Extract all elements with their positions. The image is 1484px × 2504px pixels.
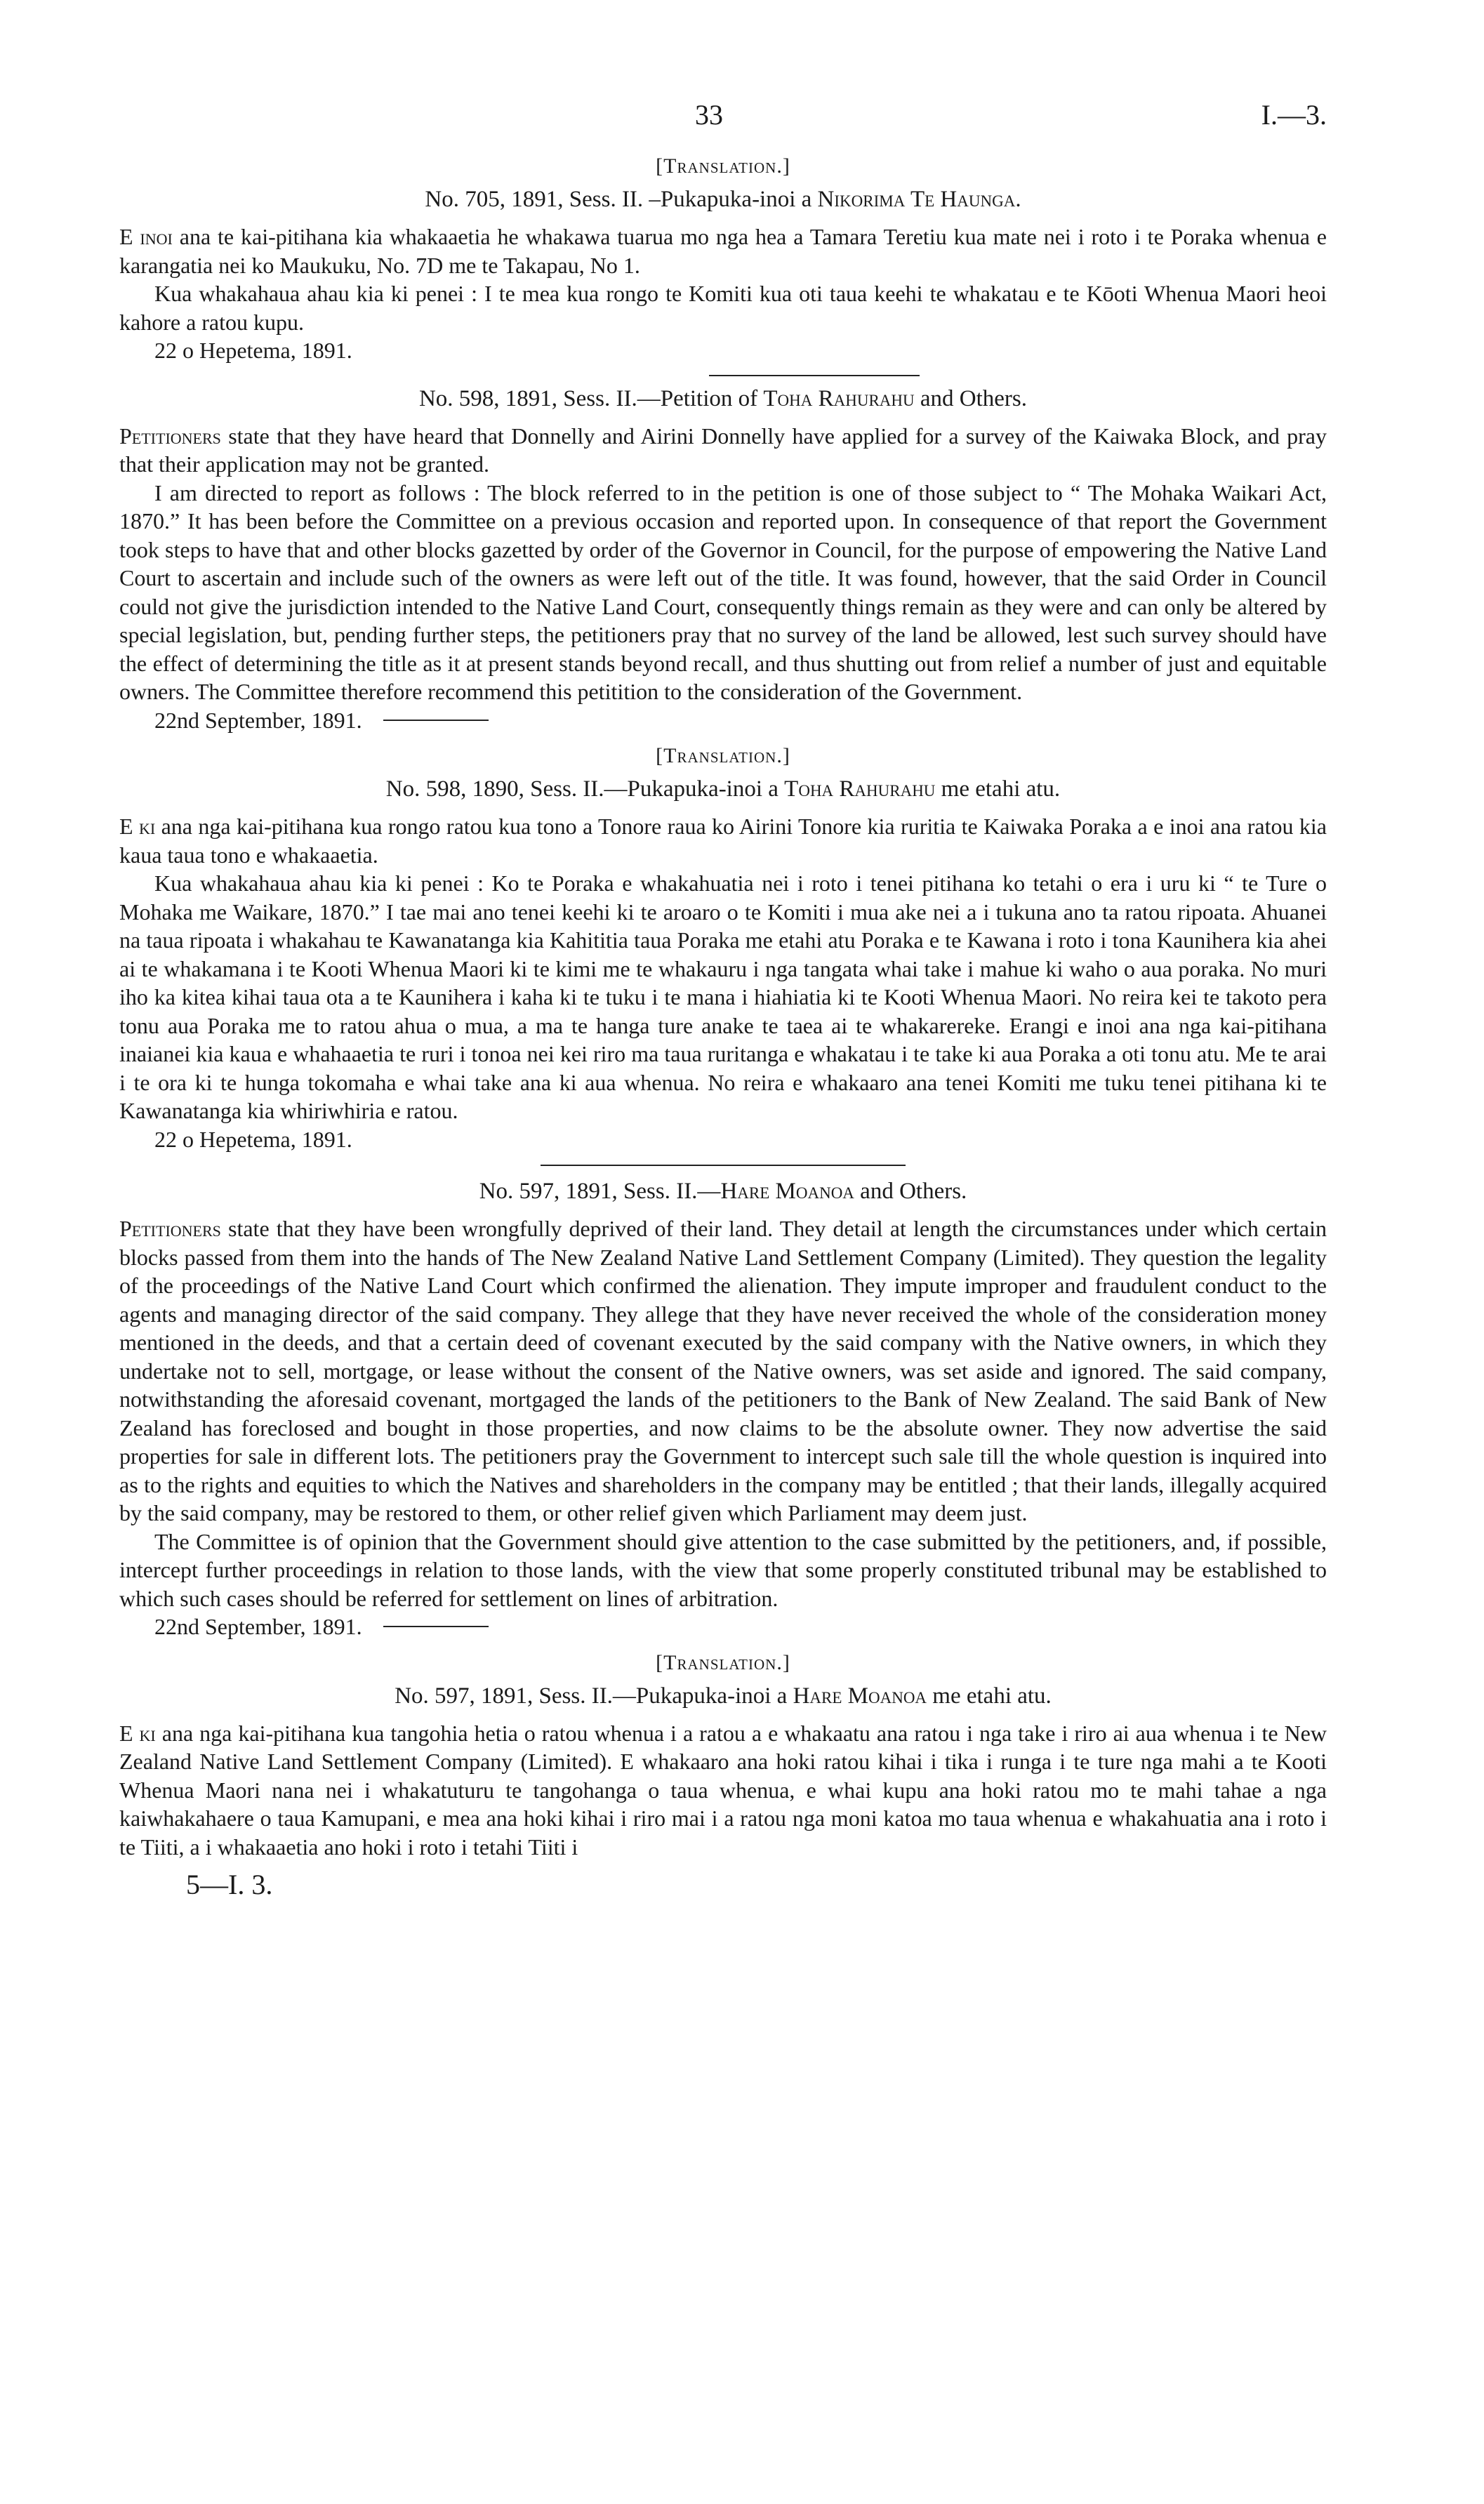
heading-text: No. 705, 1891, Sess. II. –Pukapuka-inoi a [425,187,818,212]
section-heading [119,386,1327,412]
heading-suffix: me etahi atu. [927,1683,1052,1709]
petitioner-name: Nikorima Te Haunga [817,187,1016,212]
page-reference: I.—3. [1261,99,1327,131]
body-paragraph: Kua whakahaua ahau kia ki penei : I te mea kua rongo te Komiti kua oti taua keehi te whakatau e te Kōoti Whenua Maori heoi kahore a ratou kupu. [119,281,1327,335]
heading-suffix: and Others. [854,1179,967,1204]
section-597-petition [119,1179,1327,1641]
petitioner-name: Hare Moanoa [720,1179,854,1204]
body-paragraph [119,1214,1327,1528]
section-heading [119,1683,1327,1709]
heading-text: No. 598, 1891, Sess. II.—Petition of [418,385,764,411]
page-header [119,98,1327,154]
section-date-row [119,706,1327,735]
section-date: 22 o Hepetema, 1891. [154,1126,352,1152]
section-date: 22nd September, 1891. [154,707,362,733]
body-paragraph [119,1719,1327,1862]
section-heading [119,1179,1327,1205]
section-heading [119,776,1327,802]
paragraph-text: state that they have heard that Donnelly and Airini Donnelly have applied for a survey of the Kaiwaka Block, and pray that their application may not be granted. [119,423,1327,477]
lead-word: E ki [119,814,156,839]
paragraph-text: ana nga kai-pitihana kua tangohia hetia o ratou whenua i a ratou a e whakaatu ana ratou i nga take i riro ai aua whenua i te New Zealand Native Land Settlement Company (Limited). E whakaaro ana hoki ratou kihai i tika i runga i te ture nga mahi a te Kooti Whenua Maori nana nei i whakatuturu te tangohanga o taua whenua, e whai kupu ana hoki ratou mo te mahi tahae a nga kaiwhakahaere o taua Kamupani, e mea ana hoki kihai i riro mai i a ratou nga moni katoa mo taua whenua e whakahuatia ana i roto i te Tiiti, a i whakaaetia ano hoki i roto i tetahi Tiiti i [119,1720,1327,1860]
lead-word: Petitioners [119,1216,221,1241]
short-divider [383,1626,489,1627]
page-number: 33 [695,99,723,131]
section-heading [119,187,1327,213]
section-598-petition [119,386,1327,735]
section-705-translation [119,154,1327,365]
heading-text: No. 597, 1891, Sess. II.— [479,1179,721,1204]
body-paragraph: Kua whakahaua ahau kia ki penei : Ko te Poraka e whakahuatia nei i roto i tenei pitihana ko tetahi o era i uru ki “ te Ture o Mohaka me Waikare, 1870.” I tae mai ano tenei keehi ki te aroaro o te Komiti i mua ake nei a i tukuna ano ta ratou ripoata. Ahuanei na taua ripoata i whakahau te Kawanatanga kia Kahititia taua Poraka me etahi atu Poraka e te Kawana i roto i tona Kaunihera kia ahei ai te whakamana i te Kooti Whenua Maori ki te kimi me te whakauru i nga tangata whai take i mahue ki waho o aua poraka. No muri iho ka kitea kihai taua ota a te Kaunihera i kaha ki te tuku i te mana i hiahiatia ki te Kooti Whenua Maori. No reira kei te takoto pera tonu aua Poraka me to ratou ahua o mua, a ma te hanga ture anake te taea ai te whakarereke. Erangi e inoi ana nga kai-pitihana inaianei kia kaua e whahaaetia te ruri i tonoa nei kei riro ma taua ruritanga e whakatau i te take ki aua Poraka a oti tonu atu. Me te arai i te ora ki te hunga tokomaha e whai take ana ki aua whenua. No reira e whakaaro ana tenei Komiti me tuku tenei pitihana ki te Kawanatanga kia whiriwhiria e ratou. [119,870,1327,1123]
section-divider [119,365,1327,386]
body-paragraph: The Committee is of opinion that the Government should give attention to the case submitted by the petitioners, and, if possible, intercept further proceedings in relation to those lands, with the view that some properly constituted tribunal may be established to which such cases should be referred for settlement on lines of arbitration. [119,1528,1327,1611]
document-page [119,98,1327,1901]
section-598-translation [119,744,1327,1153]
heading-suffix: . [1015,187,1021,212]
section-597-translation [119,1651,1327,1862]
translation-label: [Translation.] [656,744,790,767]
body-paragraph [119,223,1327,279]
section-date: 22 o Hepetema, 1891. [154,338,352,363]
short-divider [383,720,489,721]
paragraph-text: ana nga kai-pitihana kua rongo ratou kua tono a Tonore raua ko Airini Tonore kia ruritia te Kaiwaka Poraka a e inoi ana ratou kia kaua taua tono e whakaaetia. [119,814,1327,868]
body-paragraph: I am directed to report as follows : The block referred to in the petition is one of those subject to “ The Mohaka Waikari Act, 1870.” It has been before the Committee on a previous occasion and reported upon. In consequence of that report the Government took steps to have that and other blocks gazetted by order of the Governor in Council, for the purpose of empowering the Native Land Court to ascertain and include such of the owners as were left out of the title. It was found, however, that the said Order in Council could not give the jurisdiction intended to the Native Land Court, consequently things remain as they were and can only be altered by special legislation, but, pending further steps, the petitioners pray that no survey of the land be allowed, lest such survey should have the effect of determining the title as it at present stands beyond recall, and thus shutting out from relief a number of just and equitable owners. The Committee therefore recommend this petitition to the consideration of the Government. [119,479,1327,704]
lead-word: Petitioners [119,423,221,449]
body-paragraph [119,812,1327,869]
petitioner-name: Toha Rahurahu [763,385,915,411]
body-paragraph [119,422,1327,479]
lead-word: E inoi [119,224,173,249]
petitioner-name: Hare Moanoa [793,1683,927,1709]
petitioner-name: Toha Rahurahu [784,776,936,802]
translation-label: [Translation.] [656,154,790,178]
heading-suffix: and Others. [914,385,1028,411]
heading-suffix: me etahi atu. [935,776,1061,802]
lead-word: E ki [119,1720,156,1746]
section-date-row [119,1612,1327,1641]
translation-label: [Translation.] [656,1650,790,1674]
heading-text: No. 597, 1891, Sess. II.—Pukapuka-inoi a [395,1683,793,1709]
heading-text: No. 598, 1890, Sess. II.—Pukapuka-inoi a [385,776,785,802]
section-date: 22nd September, 1891. [154,1614,362,1639]
page-signature: 5—I. 3. [186,1869,273,1900]
paragraph-text: ana te kai-pitihana kia whakaaetia he whakawa tuarua mo nga hea a Tamara Teretiu kua mate nei i roto i te Poraka whenua e karangatia nei ko Maukuku, No. 7D me te Takapau, No 1. [119,224,1327,278]
section-divider [119,1153,1327,1179]
paragraph-text: state that they have been wrongfully deprived of their land. They detail at length the circumstances under which certain blocks passed from them into the hands of The New Zealand Native Land Settlement Company (Limited). They question the legality of the proceedings of the Native Land Court which confirmed the alienation. They impute improper and fraudulent conduct to the agents and managing director of the said company. They allege that they have never received the whole of the consideration money mentioned in the deeds, and that a certain deed of covenant executed by the said company with the Native owners, in which they undertake not to sell, mortgage, or lease without the consent of the Native owners, was set aside and ignored. The said company, notwithstanding the aforesaid covenant, mortgaged the lands of the petitioners to the Bank of New Zealand. The said Bank of New Zealand has foreclosed and bought in those properties, and now claims to be the absolute owner. They now advertise the said properties for sale in different lots. The petitioners pray the Government to intercept such sale till the whole question is inquired into as to the rights and equities to which the Natives and shareholders in the company may be entitled ; that their lands, illegally acquired by the said company, may be restored to them, or other relief given which Parliament may deem just. [119,1216,1327,1525]
